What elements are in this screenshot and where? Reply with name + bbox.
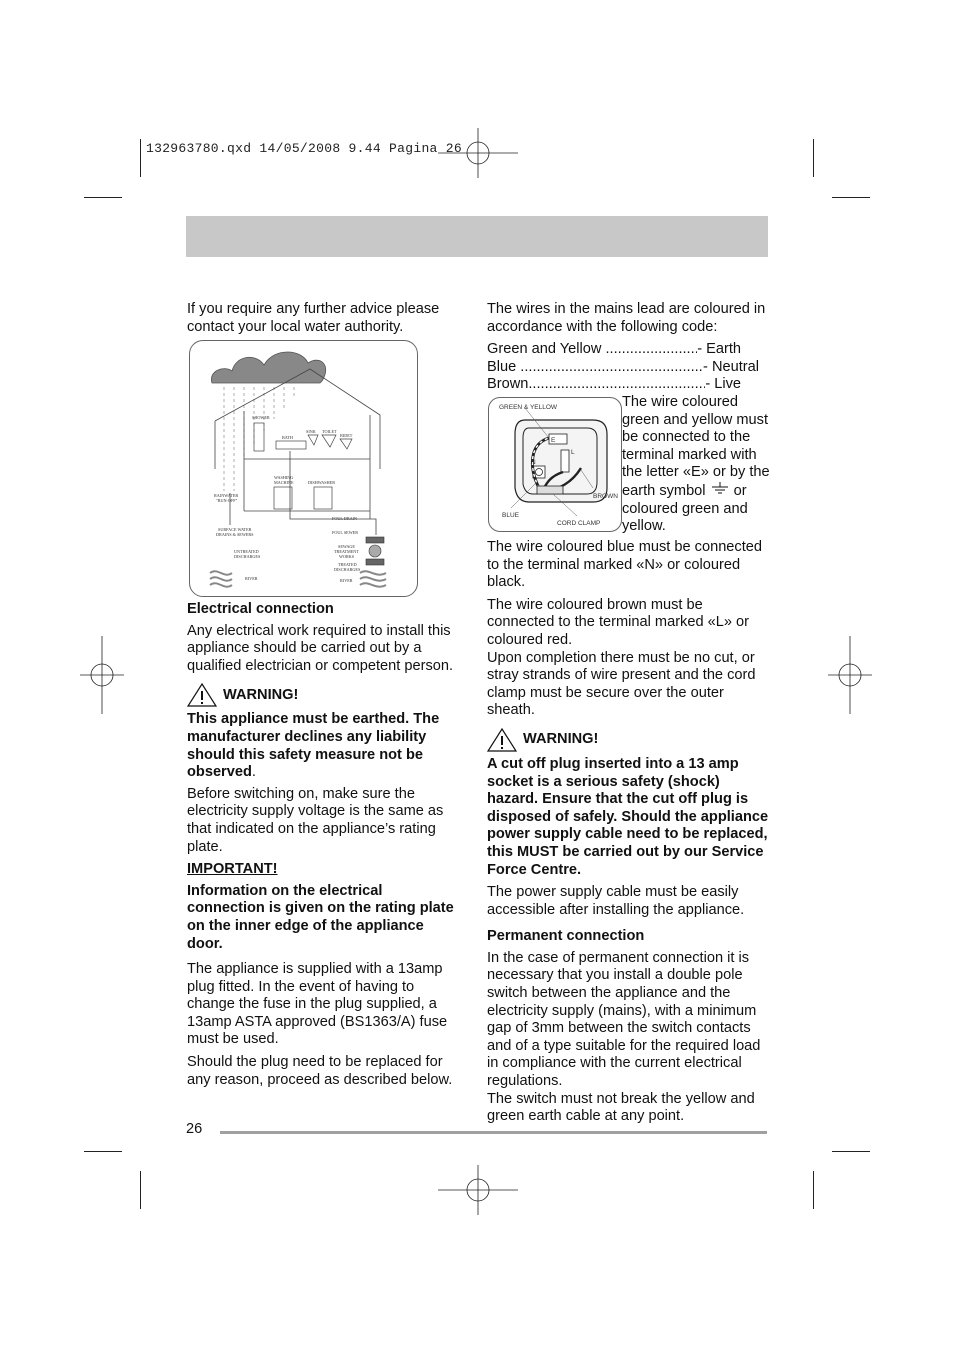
warning-triangle-icon	[487, 728, 517, 752]
important-text: Information on the electrical connection is given on the rating plate on the inner edge of the appliance door.	[187, 882, 454, 952]
wire-code-neutral	[487, 359, 769, 377]
registration-mark-left	[80, 636, 124, 714]
label-dishwasher: DISHWASHER	[308, 480, 335, 485]
label-sink: SINK	[306, 429, 316, 434]
permanent-connection-text: In the case of permanent connection it is necessary that you install a double pole switch between the appliance and the electricity supply (mains), with a minimum gap of 3mm between the switch contacts and of a type suitable for the required load in compliance with the current electrical regulations.	[487, 949, 761, 1090]
permanent-connection-heading: Permanent connection	[487, 928, 645, 945]
plug-wiring-diagram	[488, 397, 622, 532]
earthed-warning	[187, 711, 462, 781]
label-rainwater-2: "RUN-OFF"	[216, 498, 238, 503]
drainage-diagram	[189, 340, 418, 597]
crop-mark	[140, 139, 141, 177]
voltage-check-text: Before switching on, make sure the electricity supply voltage is the same as that indicated on the appliance’s rating plate.	[187, 785, 444, 855]
label-surface-2: DRAINS & SEWERS	[216, 532, 254, 537]
plug-fuse-text: The appliance is supplied with a 13amp plug fitted. In the event of having to change the fuse in the plug supplied, a 13amp ASTA approved (BS1363/A) fuse must be used.	[187, 961, 448, 1048]
earthed-warning-text: This appliance must be earthed. The manufacturer declines any liability should this safety measure not be observed	[187, 711, 440, 781]
water-advice-text: If you require any further advice please contact your local water authority.	[187, 301, 440, 335]
label-sewage-2: TREATMENT	[334, 549, 359, 554]
plug-label-green-yellow: GREEN & YELLOW	[499, 404, 558, 411]
electrical-connection-text: Any electrical work required to install this appliance should be carried out by a qualified electrician or competent person.	[187, 622, 454, 674]
crop-mark	[813, 139, 814, 177]
rain-cloud	[211, 352, 325, 383]
plug-label-brown: BROWN	[593, 493, 618, 500]
right-column-lower	[487, 539, 769, 1126]
warning-triangle-icon	[187, 683, 217, 707]
label-treated-2: DISCHARGES	[334, 567, 361, 572]
wire-code-value: - Earth	[697, 341, 741, 358]
wire-code-earth	[487, 341, 769, 359]
wire-code-name: Brown	[487, 376, 529, 393]
green-yellow-text: The wire coloured green and yellow must be connected to the terminal marked with the letter «E» or by the earth symbol	[622, 394, 770, 499]
important-label: IMPORTANT!	[187, 861, 278, 878]
label-sewage-1: SEWAGE	[338, 544, 355, 549]
registration-mark-bottom	[438, 1165, 518, 1215]
crop-mark	[832, 197, 870, 198]
plug-replace-text: Should the plug need to be replaced for any reason, proceed as described below.	[187, 1054, 453, 1088]
crop-mark	[140, 1171, 141, 1209]
label-shower: SHOWER	[252, 415, 270, 420]
power-cable-text: The power supply cable must be easily accessible after installing the appliance.	[487, 884, 745, 918]
completion-text: Upon completion there must be no cut, or stray strands of wire present and the cord clamp must be secure over the outer sheath.	[487, 649, 756, 719]
left-column-lower	[187, 601, 462, 1089]
file-slug: 132963780.qxd 14/05/2008 9.44 Pagina 26	[146, 141, 462, 156]
warning-label-left: WARNING!	[223, 686, 299, 703]
plug-terminal-n: N	[531, 459, 536, 466]
label-rainwater-1: RAINWATER	[214, 493, 239, 498]
river-left-waves	[210, 571, 232, 586]
cut-off-plug-warning: A cut off plug inserted into a 13 amp socket is a serious safety (shock) hazard. Ensure that the cut off plug is disposed of safely. Should the appliance power supply cable need to be replaced, this MUST be carried out by our Service Force Centre.	[487, 755, 769, 878]
left-column	[187, 301, 462, 336]
label-washing-1: WASHING	[274, 475, 294, 480]
plug-label-cord-clamp: CORD CLAMP	[557, 520, 601, 527]
green-yellow-note	[622, 394, 772, 536]
crop-mark	[84, 197, 122, 198]
registration-mark-right	[828, 636, 872, 714]
label-untreated-2: DISCHARGES	[234, 554, 261, 559]
label-sewage-3: WORKS	[339, 554, 355, 559]
label-foul-drain: FOUL DRAIN	[332, 516, 358, 521]
right-column-top	[487, 301, 769, 394]
label-river-left: RIVER	[245, 576, 258, 581]
page-number: 26	[186, 1121, 203, 1137]
label-bath: BATH	[282, 435, 293, 440]
green-yellow-paragraph	[622, 394, 772, 536]
warning-row-right	[487, 728, 769, 752]
brown-wire-text: The wire coloured brown must be connected to the terminal marked «L» or coloured red.	[487, 596, 750, 648]
label-river-right: RIVER	[340, 578, 353, 583]
switch-earth-text: The switch must not break the yellow and green earth cable at any point.	[487, 1090, 755, 1125]
wires-intro-text: The wires in the mains lead are coloured in accordance with the following code:	[487, 301, 766, 335]
warning-row-left	[187, 683, 462, 707]
earth-symbol-icon	[710, 482, 730, 496]
wire-code-value: - Live	[705, 376, 741, 393]
blue-wire-text: The wire coloured blue must be connected to the terminal marked «N» or coloured black.	[487, 539, 763, 591]
crop-mark	[84, 1151, 122, 1152]
label-treated-1: TREATED	[338, 562, 357, 567]
crop-mark	[813, 1171, 814, 1209]
label-washing-2: MACHINE	[274, 480, 294, 485]
plug-terminal-l: L	[571, 449, 575, 456]
crop-mark	[832, 1151, 870, 1152]
label-toilet: TOILET	[322, 429, 337, 434]
wire-code-name: Green and Yellow	[487, 341, 602, 358]
earthed-warning-dot: .	[251, 764, 256, 781]
wire-code-name: Blue	[487, 358, 517, 375]
label-surface-1: SURFACE WATER	[218, 527, 252, 532]
plug-terminal-e: E	[551, 437, 556, 444]
electrical-connection-heading: Electrical connection	[187, 601, 334, 617]
river-right-waves	[360, 571, 386, 586]
footer-rule	[220, 1131, 767, 1134]
warning-label-right: WARNING!	[523, 731, 599, 748]
plug-label-blue: BLUE	[502, 512, 519, 519]
wire-code-live	[487, 376, 769, 394]
label-bidet: BIDET	[340, 433, 353, 438]
green-yellow-text-end: or coloured green and yellow.	[622, 482, 748, 535]
label-untreated-1: UNTREATED	[234, 549, 259, 554]
wire-code-value: - Neutral	[703, 358, 759, 375]
header-band	[186, 216, 768, 257]
label-foul-sewer: FOUL SEWER	[332, 530, 359, 535]
